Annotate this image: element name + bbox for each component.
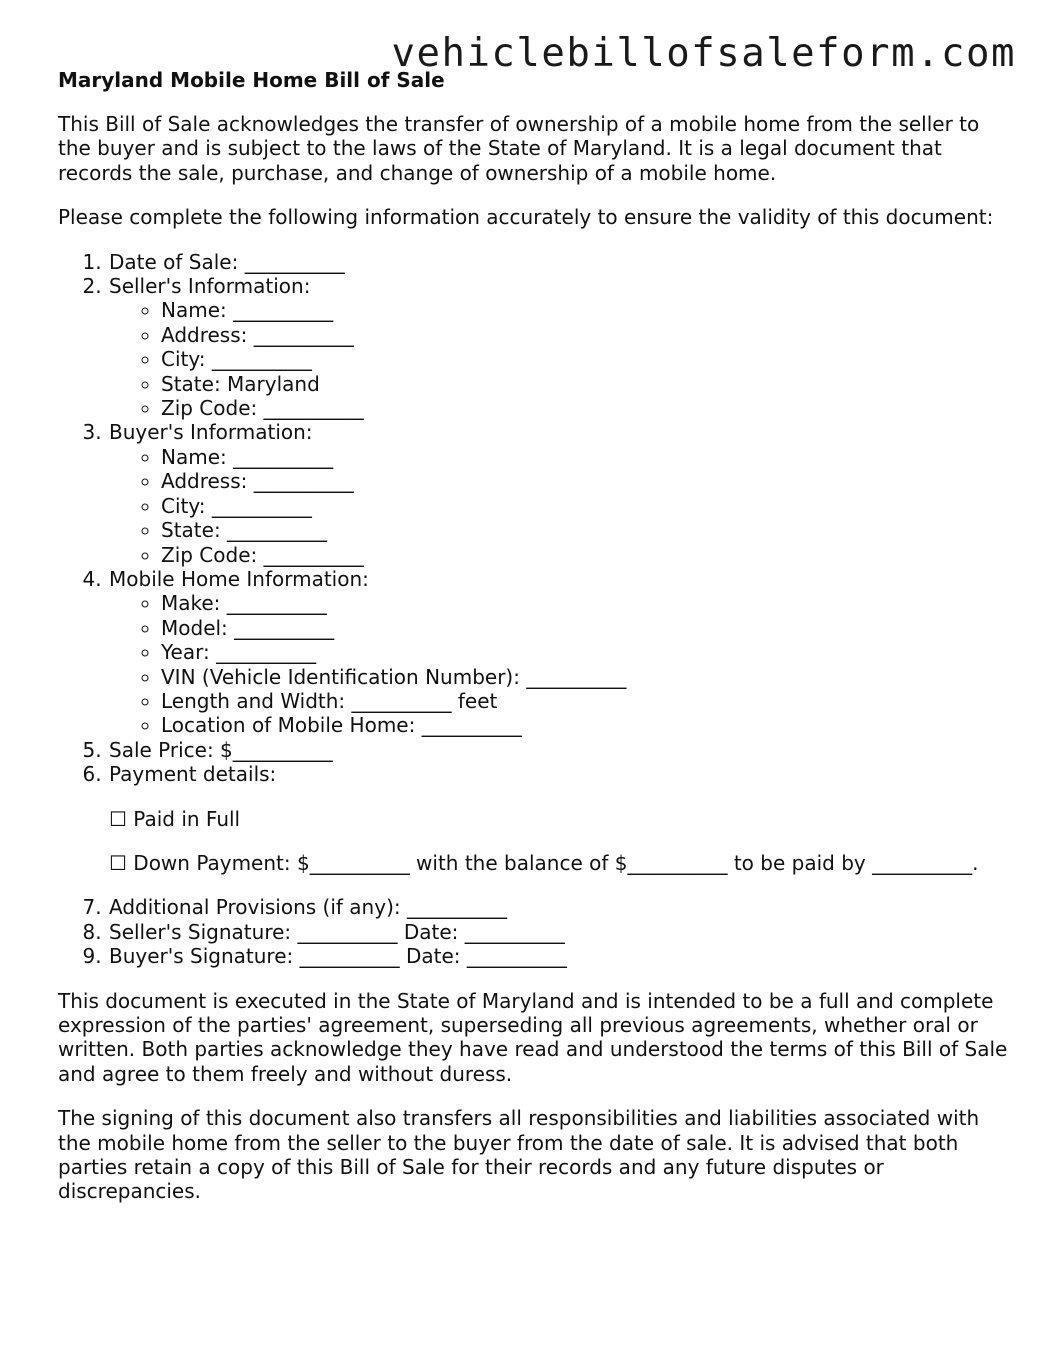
list-item-sale-price: [108, 738, 1008, 762]
instructions-paragraph: Please complete the following information accurately to ensure the validity of this document:: [58, 205, 994, 230]
sale-price-field: Sale Price: $__________: [109, 737, 333, 762]
buyer-zip-field: ◦ Zip Code: __________: [161, 543, 1008, 567]
list-item-seller-info: [108, 274, 1008, 420]
list-item-date-of-sale: [108, 250, 1008, 274]
seller-signature-field: Seller's Signature: __________ Date: __________: [109, 919, 565, 944]
buyer-city-field: ◦ City: __________: [161, 494, 1008, 518]
home-vin-field: ◦ VIN (Vehicle Identification Number): __________: [161, 665, 1008, 689]
buyer-state-field: ◦ State: __________: [161, 518, 1008, 542]
list-item-additional-provisions: [108, 895, 1008, 919]
seller-name-field: ◦ Name: __________: [161, 298, 1008, 322]
list-item-seller-signature: [108, 920, 1008, 944]
seller-info-list: [109, 298, 1008, 420]
payment-details-heading: Payment details:: [109, 762, 277, 787]
seller-address-field: ◦ Address: __________: [161, 323, 1008, 347]
paid-in-full-option: ☐ Paid in Full: [109, 806, 241, 831]
buyer-name-field: ◦ Name: __________: [161, 445, 1008, 469]
seller-info-heading: Seller's Information:: [109, 274, 311, 299]
buyer-address-field: ◦ Address: __________: [161, 469, 1008, 493]
home-length-width-field: ◦ Length and Width: __________ feet: [161, 689, 1008, 713]
buyer-info-list: [109, 445, 1008, 567]
additional-provisions-field: Additional Provisions (if any): __________: [109, 895, 507, 920]
home-model-field: ◦ Model: __________: [161, 616, 1008, 640]
mobile-home-info-heading: Mobile Home Information:: [109, 566, 369, 591]
list-item-mobile-home-info: [108, 567, 1008, 738]
home-year-field: ◦ Year: __________: [161, 640, 1008, 664]
watermark: vehiclebillofsaleform.com: [391, 31, 1016, 76]
home-location-field: ◦ Location of Mobile Home: __________: [161, 713, 1008, 737]
form-fields-list: [58, 250, 1008, 969]
down-payment-option: ☐ Down Payment: $__________ with the balance of $__________ to be paid by __________.: [109, 850, 979, 875]
seller-state-field: ◦ State: Maryland: [161, 372, 1008, 396]
date-of-sale-field: Date of Sale: __________: [109, 249, 345, 274]
mobile-home-info-list: [109, 591, 1008, 737]
closing-paragraph-agreement: This document is executed in the State of Maryland and is intended to be a full and complete expression of the parties' agreement, superseding all previous agreements, whether oral or written. Both parties acknowledge they have read and understood the terms of this Bill of Sale and agree to them freely and without duress.: [58, 988, 1008, 1086]
buyer-info-heading: Buyer's Information:: [109, 420, 313, 445]
list-item-buyer-signature: [108, 944, 1008, 968]
closing-paragraph-responsibilities: The signing of this document also transfers all responsibilities and liabilities associated with the mobile home from the seller to the buyer from the date of sale. It is advised that both parties retain a copy of this Bill of Sale for their records and any future disputes or discrepancies.: [58, 1106, 980, 1204]
document-body: [58, 66, 1008, 1204]
buyer-signature-field: Buyer's Signature: __________ Date: __________: [109, 944, 567, 969]
document-title: Maryland Mobile Home Bill of Sale: [58, 68, 445, 92]
list-item-buyer-info: [108, 420, 1008, 566]
seller-zip-field: ◦ Zip Code: __________: [161, 396, 1008, 420]
home-make-field: ◦ Make: __________: [161, 591, 1008, 615]
seller-city-field: ◦ City: __________: [161, 347, 1008, 371]
list-item-payment-details: [108, 762, 1008, 895]
intro-paragraph: This Bill of Sale acknowledges the transfer of ownership of a mobile home from the seller to the buyer and is subject to the laws of the State of Maryland. It is a legal document that records the sale, purchase, and change of ownership of a mobile home.: [58, 112, 980, 185]
